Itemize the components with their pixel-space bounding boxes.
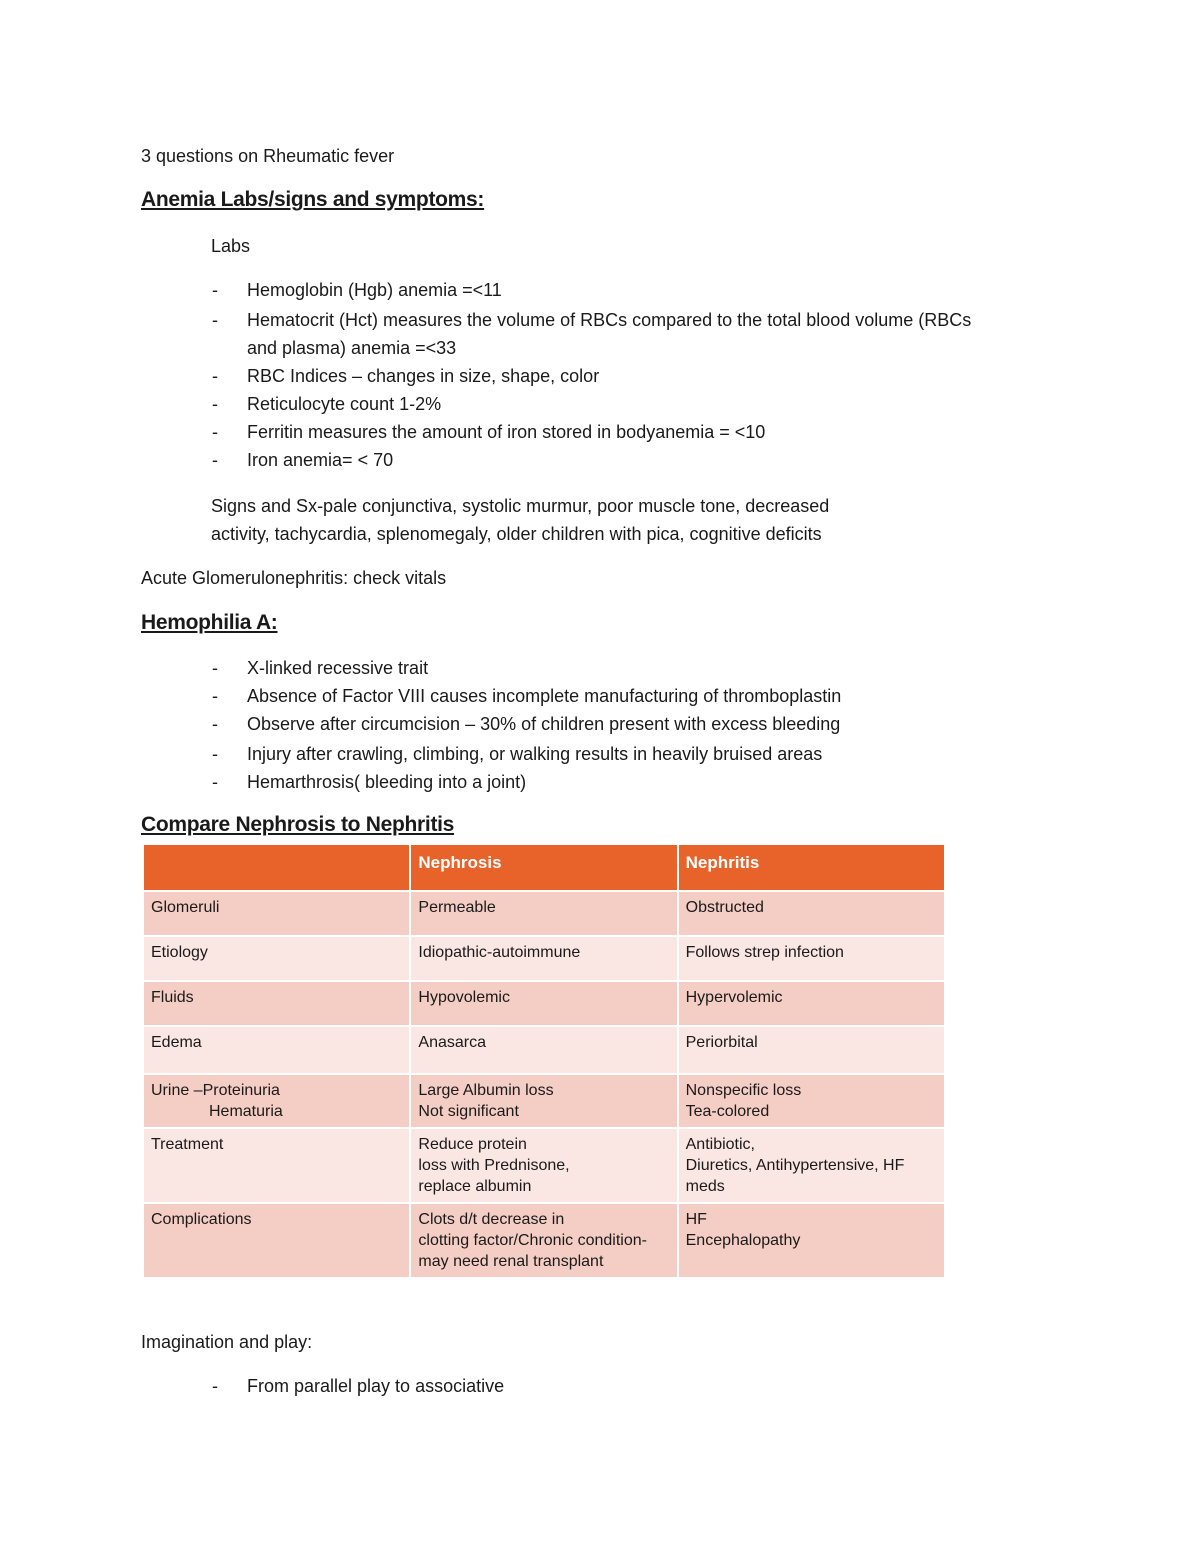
anemia-heading: Anemia Labs/signs and symptoms:	[141, 188, 485, 211]
nephrosis-cell	[410, 1074, 677, 1128]
table-header-row	[143, 844, 945, 891]
cell-line: Reduce protein	[418, 1136, 527, 1153]
anemia-bullet: Iron anemia= < 70	[247, 450, 394, 470]
table-header-cell: Nephrosis	[410, 844, 677, 891]
nephrosis-cell: Anasarca	[410, 1026, 677, 1074]
cell-line: Clots d/t decrease in	[418, 1211, 565, 1228]
nephrosis-cell: Permeable	[410, 891, 677, 936]
row-label: Complications	[143, 1203, 410, 1278]
anemia-bullet: RBC Indices – changes in size, shape, color	[247, 366, 600, 386]
cell-line: clotting factor/Chronic condition-	[418, 1232, 647, 1249]
table-row	[143, 981, 945, 1026]
bullet-dash: -	[212, 422, 218, 442]
cell-line: Diuretics, Antihypertensive, HF	[685, 1157, 905, 1174]
row-label: Fluids	[143, 981, 410, 1026]
table-header-cell	[143, 844, 410, 891]
nephritis-cell: Obstructed	[678, 891, 945, 936]
cell-line: Nonspecific loss	[685, 1082, 802, 1099]
hemophilia-heading: Hemophilia A:	[141, 611, 278, 634]
signs-line: Signs and Sx-pale conjunctiva, systolic murmur, poor muscle tone, decreased	[211, 496, 830, 516]
nephrosis-cell: Hypovolemic	[410, 981, 677, 1026]
labs-label: Labs	[211, 236, 251, 256]
hemophilia-bullet: X-linked recessive trait	[247, 658, 429, 678]
table-row	[143, 891, 945, 936]
table-row	[143, 936, 945, 981]
row-label-line: Urine –Proteinuria	[151, 1082, 280, 1099]
row-label: Edema	[143, 1026, 410, 1074]
cell-line: Large Albumin loss	[418, 1082, 554, 1099]
nephrosis-cell	[410, 1128, 677, 1203]
bullet-dash: -	[212, 450, 218, 470]
nephritis-cell: Follows strep infection	[678, 936, 945, 981]
bullet-dash: -	[212, 744, 218, 764]
cell-line: Not significant	[418, 1103, 519, 1120]
bullet-dash: -	[212, 394, 218, 414]
comparison-table	[142, 843, 946, 1279]
table-row	[143, 1074, 945, 1128]
glomerulonephritis-line: Acute Glomerulonephritis: check vitals	[141, 568, 447, 588]
intro-line: 3 questions on Rheumatic fever	[141, 146, 395, 166]
anemia-bullet: Ferritin measures the amount of iron stored in bodyanemia = <10	[247, 422, 766, 442]
anemia-bullet: Reticulocyte count 1-2%	[247, 394, 442, 414]
nephritis-cell	[678, 1203, 945, 1278]
anemia-bullet-continuation: and plasma) anemia =<33	[247, 338, 457, 358]
row-label-line: Hematuria	[209, 1103, 283, 1120]
row-label	[143, 1074, 410, 1128]
bullet-dash: -	[212, 366, 218, 386]
cell-line: meds	[685, 1178, 725, 1195]
cell-line: may need renal transplant	[418, 1253, 604, 1270]
row-label: Treatment	[143, 1128, 410, 1203]
signs-line: activity, tachycardia, splenomegaly, older children with pica, cognitive deficits	[211, 524, 822, 544]
hemophilia-bullet: Hemarthrosis( bleeding into a joint)	[247, 772, 527, 792]
cell-line: Tea-colored	[685, 1103, 770, 1120]
nephrosis-cell: Idiopathic-autoimmune	[410, 936, 677, 981]
nephritis-cell	[678, 1128, 945, 1203]
play-label: Imagination and play:	[141, 1332, 313, 1352]
bullet-dash: -	[212, 714, 218, 734]
nephritis-cell: Periorbital	[678, 1026, 945, 1074]
nephritis-cell	[678, 1074, 945, 1128]
nephrosis-cell	[410, 1203, 677, 1278]
cell-line: loss with Prednisone,	[418, 1157, 570, 1174]
cell-line: replace albumin	[418, 1178, 532, 1195]
bullet-dash: -	[212, 658, 218, 678]
cell-line: Encephalopathy	[685, 1232, 801, 1249]
bullet-dash: -	[212, 280, 218, 300]
cell-line: HF	[685, 1211, 707, 1228]
hemophilia-bullet: Observe after circumcision – 30% of children present with excess bleeding	[247, 714, 841, 734]
row-label: Glomeruli	[143, 891, 410, 936]
play-bullet: From parallel play to associative	[247, 1376, 505, 1396]
table-row	[143, 1026, 945, 1074]
nephritis-cell: Hypervolemic	[678, 981, 945, 1026]
table-row	[143, 1203, 945, 1278]
anemia-bullet: Hemoglobin (Hgb) anemia =<11	[247, 280, 502, 300]
row-label: Etiology	[143, 936, 410, 981]
bullet-dash: -	[212, 772, 218, 792]
anemia-bullet: Hematocrit (Hct) measures the volume of RBCs compared to the total blood volume (RBCs	[247, 310, 972, 330]
compare-heading: Compare Nephrosis to Nephritis	[141, 813, 455, 836]
table-header-cell: Nephritis	[678, 844, 945, 891]
hemophilia-bullet: Injury after crawling, climbing, or walking results in heavily bruised areas	[247, 744, 823, 764]
bullet-dash: -	[212, 310, 218, 330]
table-row	[143, 1128, 945, 1203]
cell-line: Antibiotic,	[685, 1136, 755, 1153]
hemophilia-bullet: Absence of Factor VIII causes incomplete manufacturing of thromboplastin	[247, 686, 842, 706]
bullet-dash: -	[212, 1376, 218, 1396]
bullet-dash: -	[212, 686, 218, 706]
